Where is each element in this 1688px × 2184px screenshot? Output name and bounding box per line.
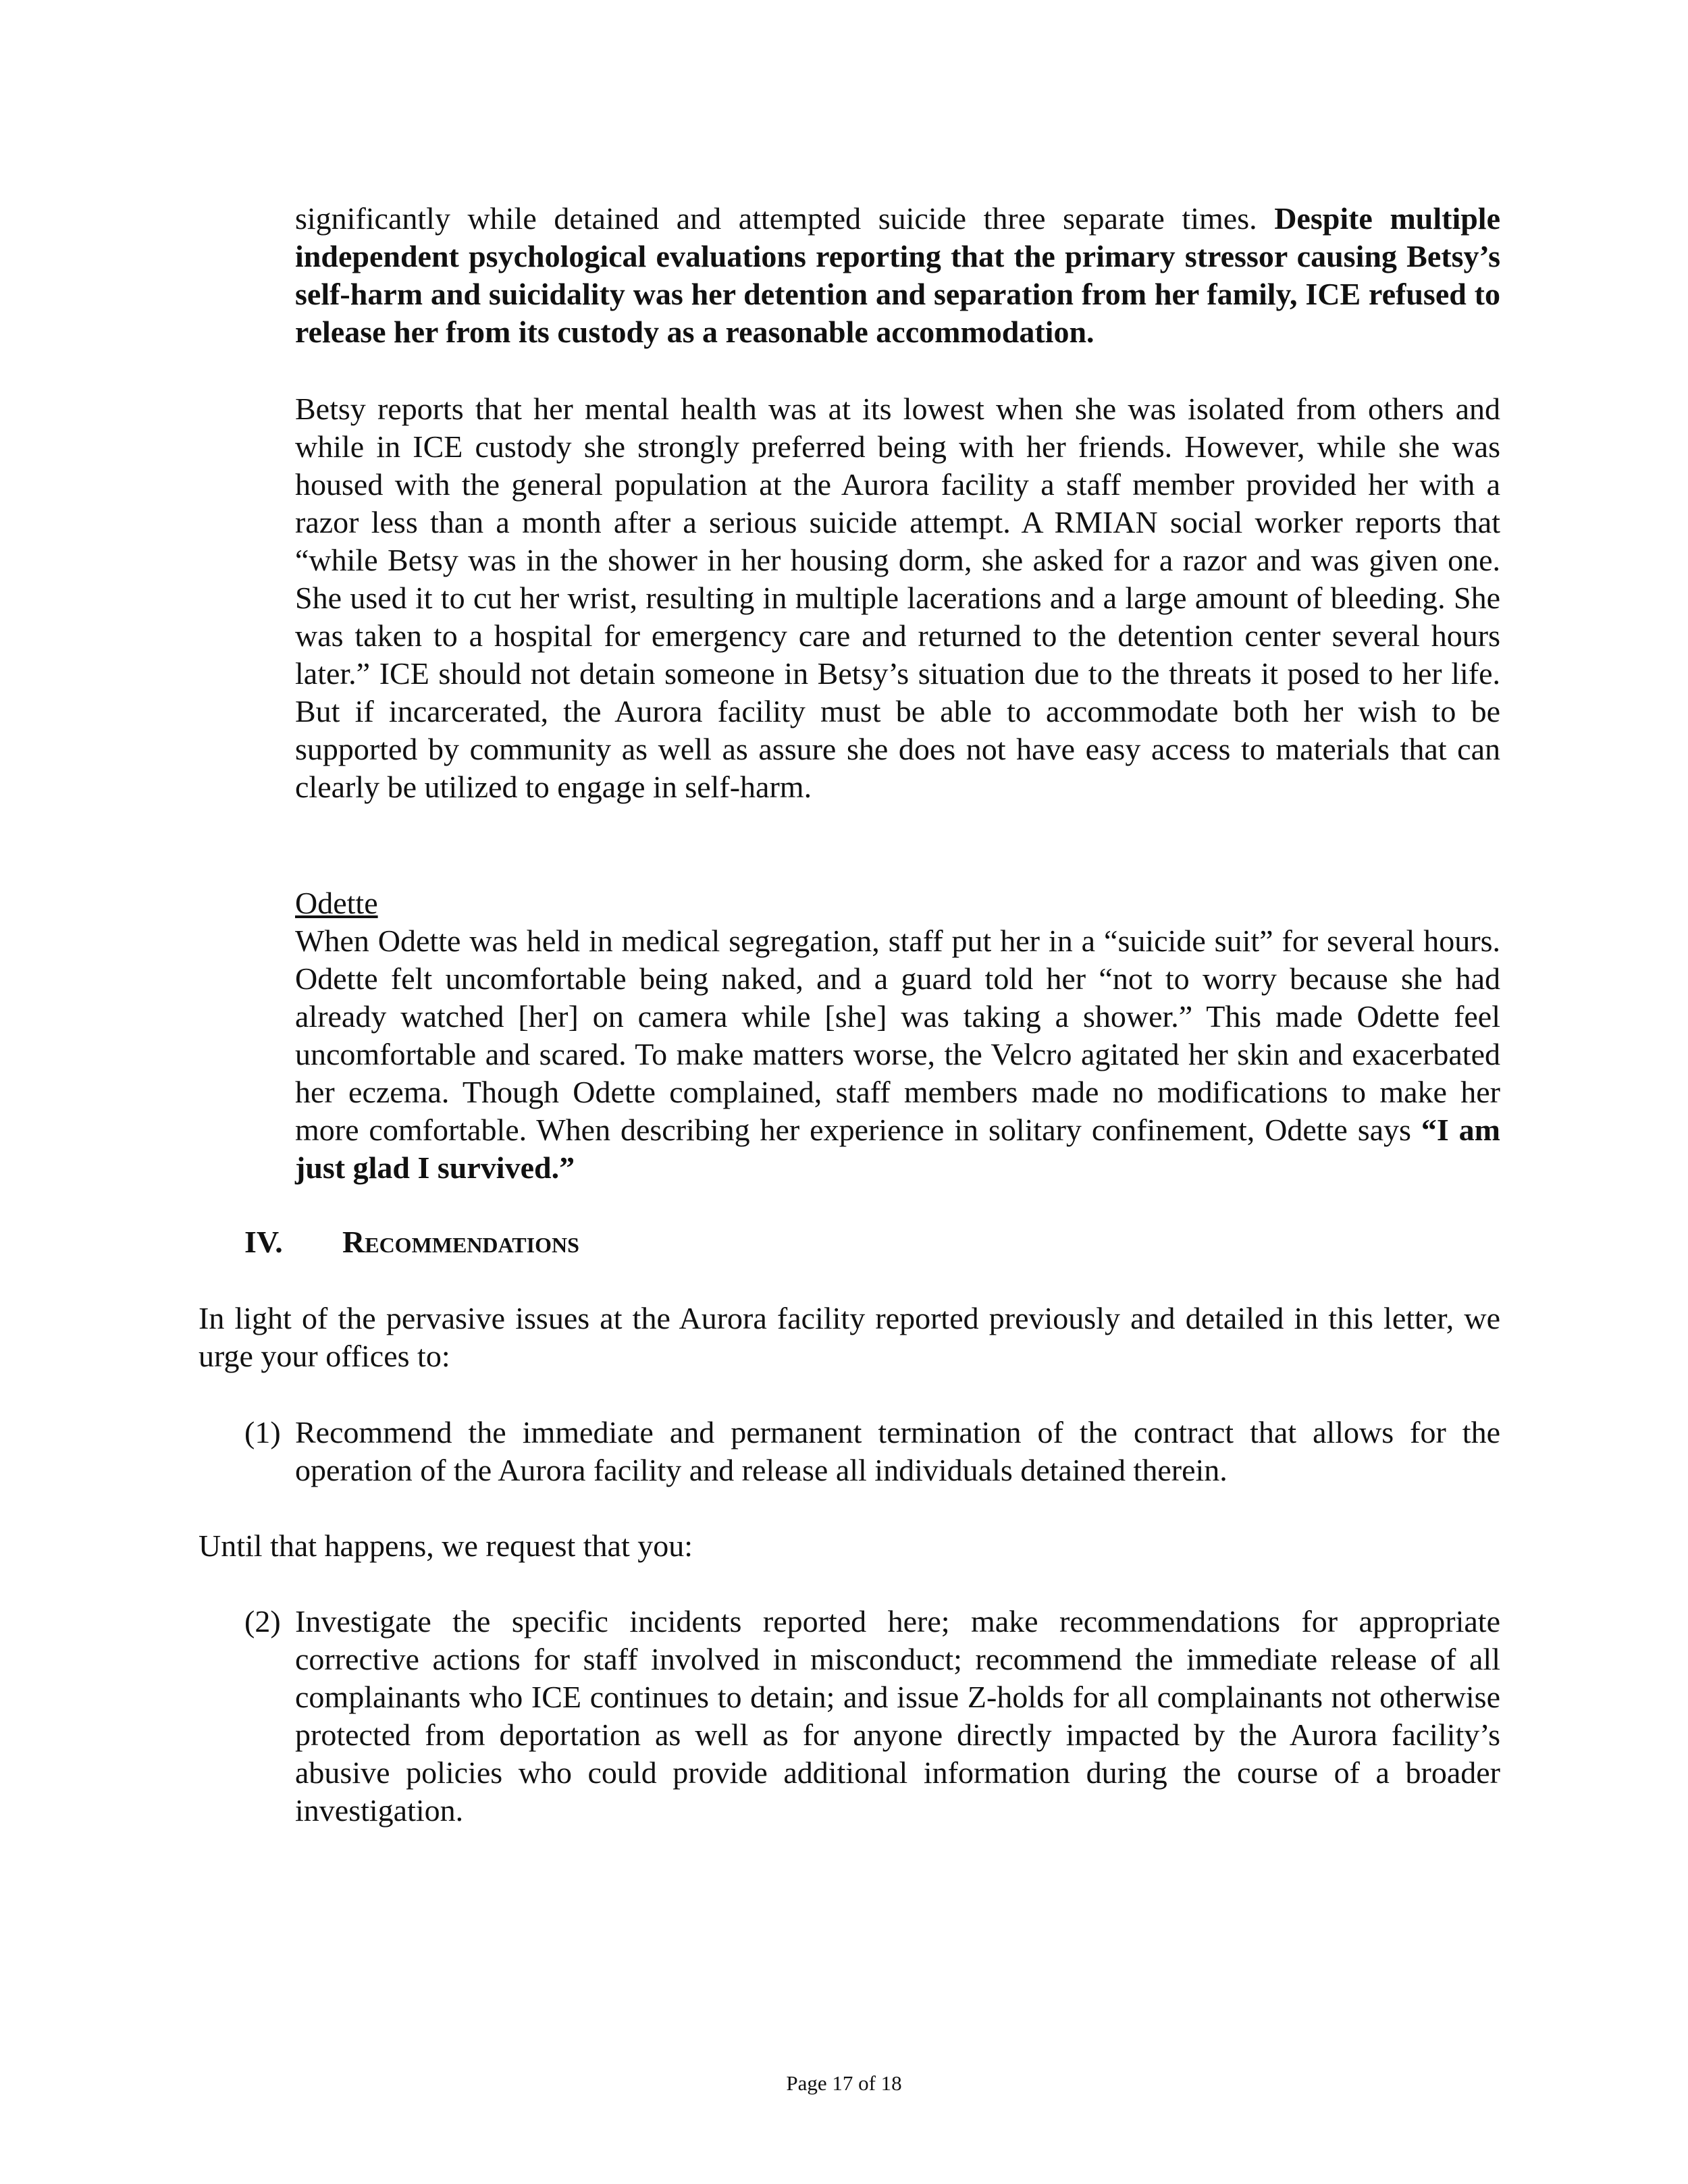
paragraph-text: Until that happens, we request that you: (199, 1528, 693, 1563)
page-number-footer: Page 17 of 18 (786, 2071, 902, 2095)
section-heading-recommendations (244, 1223, 579, 1261)
paragraph-plain-text: When Odette was held in medical segregation, staff put her in a “suicide suit” for several hours. Odette felt uncomfortable being naked, and a guard told her “not to worry because she had already watched [her] on camera while [she] was taking a shower.” This made Odette feel uncomfortable and scared. To make matters worse, the Velcro agitated her skin and exacerbated her eczema. Though Odette complained, staff members made no modifications to make her more comfortable. When describing her experience in solitary confinement, Odette says (295, 924, 1500, 1147)
list-item-text: Recommend the immediate and permanent termination of the contract that allows for the operation of the Aurora facility and release all individuals detained therein. (295, 1415, 1500, 1487)
paragraph-text: Betsy reports that her mental health was at its lowest when she was isolated from others and while in ICE custody she strongly preferred being with her friends. However, while she was housed with the general population at the Aurora facility a staff member provided her with a razor less than a month after a serious suicide attempt. A RMIAN social worker reports that “while Betsy was in the shower in her housing dorm, she asked for a razor and was given one. She used it to cut her wrist, resulting in multiple lacerations and a large amount of bleeding. She was taken to a hospital for emergency care and returned to the detention center several hours later.” ICE should not detain someone in Betsy’s situation due to the threats it posed to her life. But if incarcerated, the Aurora facility must be able to accommodate both her wish to be supported by community as well as assure she does not have easy access to materials that can clearly be utilized to engage in self-harm. (295, 392, 1500, 804)
paragraph-betsy-razor (295, 390, 1500, 806)
list-marker: (2) (244, 1604, 281, 1639)
section-numeral: IV. (244, 1225, 283, 1259)
paragraph-bold-text: Despite multiple independent psychological evaluations reporting that the primary stressor causing Betsy’s self-harm and suicidality was her detention and separation from her family, ICE refused to release her from its custody as a reasonable accommodation. (295, 201, 1500, 349)
paragraph-plain-text: significantly while detained and attempted suicide three separate times. (295, 201, 1275, 236)
list-item-text: Investigate the specific incidents reported here; make recommendations for appropriate corrective actions for staff involved in misconduct; recommend the immediate release of all complainants who ICE continues to detain; and issue Z-holds for all complainants not otherwise protected from deportation as well as for anyone directly impacted by the Aurora facility’s abusive policies who could provide additional information during the course of a broader investigation. (295, 1604, 1500, 1828)
list-item-1 (244, 1414, 1500, 1489)
paragraph-bold-quote: “I am just glad I survived.” (295, 1113, 1500, 1185)
paragraph-text (295, 922, 1500, 1187)
recommendations-intro-paragraph (199, 1300, 1500, 1375)
list-item-2 (244, 1603, 1500, 1830)
paragraph-betsy-detention (295, 200, 1500, 351)
paragraph-text (295, 200, 1500, 351)
odette-section (295, 884, 1500, 1187)
paragraph-text: In light of the pervasive issues at the Aurora facility reported previously and detailed in this letter, we urge your offices to: (199, 1301, 1500, 1373)
list-marker: (1) (244, 1415, 281, 1449)
section-title: Recommendations (342, 1225, 579, 1259)
odette-subheading: Odette (295, 886, 378, 920)
until-paragraph (199, 1527, 1500, 1565)
